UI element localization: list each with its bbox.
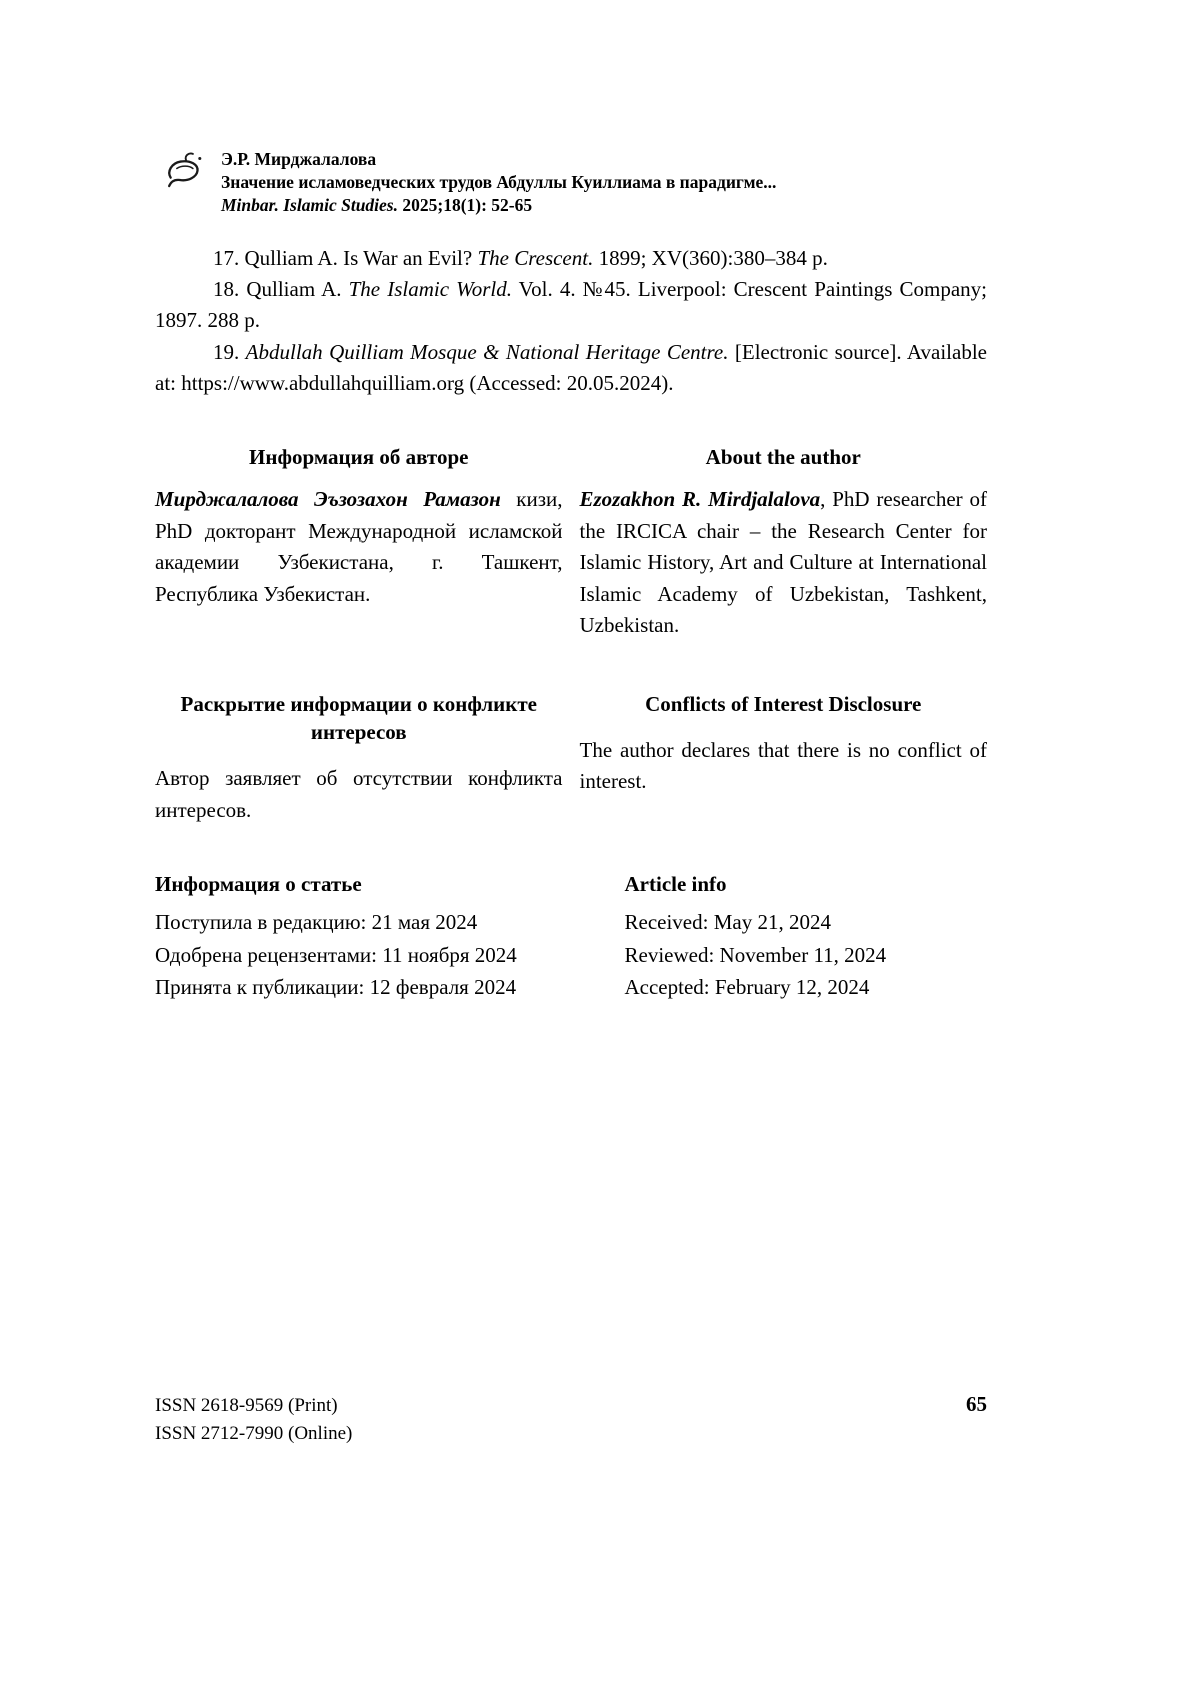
reference-item-18 bbox=[155, 274, 987, 336]
reference-text: Vol. 4. №45. Liverpool: Crescent Paintings Company; 1897. 288 p. bbox=[155, 277, 987, 333]
author-info-ru-column bbox=[155, 443, 563, 642]
conflicts-section bbox=[155, 690, 987, 827]
author-info-ru-text bbox=[155, 484, 563, 610]
reference-source-title: Abdullah Quilliam Mosque & National Heritage Centre. bbox=[245, 339, 729, 364]
conflicts-ru-text: Автор заявляет об отсутствии конфликта интересов. bbox=[155, 766, 563, 822]
reference-text: 17. Qulliam A. Is War an Evil? bbox=[213, 246, 478, 271]
header-journal-name: Minbar. Islamic Studies. bbox=[221, 195, 398, 216]
conflicts-ru-column bbox=[155, 690, 563, 827]
reference-text: 1899; XV(360):380–384 p. bbox=[593, 246, 828, 271]
reference-source-title: The Crescent. bbox=[477, 246, 594, 271]
references-list bbox=[155, 243, 987, 398]
author-affiliation-ru: кизи, PhD докторант Международной исламской академии Узбекистана, г. Ташкент, Республика Узбекистан. bbox=[155, 487, 563, 606]
page-number: 65 bbox=[966, 1392, 987, 1416]
article-info-ru-heading: Информация о статье bbox=[155, 872, 362, 897]
author-info-en-column bbox=[580, 443, 988, 642]
article-info-en-heading: Article info bbox=[624, 872, 727, 897]
issn-print: ISSN 2618-9569 (Print) bbox=[155, 1395, 338, 1416]
reference-item-17 bbox=[155, 243, 987, 274]
article-info-ru-column bbox=[155, 870, 563, 1004]
article-info-reviewed-en: Reviewed: November 11, 2024 bbox=[624, 942, 887, 967]
header-journal-issue: 2025;18(1): 52-65 bbox=[398, 195, 533, 216]
journal-calligraphy-logo-icon bbox=[163, 150, 209, 196]
article-info-en-column bbox=[580, 870, 988, 1004]
reference-text: 19. bbox=[213, 339, 246, 364]
author-info-section bbox=[155, 443, 987, 642]
running-header bbox=[163, 148, 987, 217]
author-name-en: Ezozakhon R. Mirdjalalova bbox=[579, 487, 821, 512]
reference-text: 18. Qulliam A. bbox=[213, 277, 349, 302]
author-info-en-heading: About the author bbox=[705, 444, 861, 469]
header-text bbox=[221, 148, 987, 217]
article-info-accepted-en: Accepted: February 12, 2024 bbox=[624, 975, 870, 1000]
author-info-en-text bbox=[580, 484, 988, 642]
author-info-ru-heading: Информация об авторе bbox=[249, 444, 469, 469]
conflicts-en-column bbox=[580, 690, 988, 827]
conflicts-ru-heading: Раскрытие информации о конфликте интересов bbox=[180, 691, 537, 744]
reference-source-title: The Islamic World. bbox=[348, 277, 512, 302]
issn-block bbox=[155, 1392, 352, 1447]
header-author: Э.Р. Мирджалалова bbox=[221, 149, 377, 169]
issn-online: ISSN 2712-7990 (Online) bbox=[155, 1422, 353, 1444]
conflicts-en-heading: Conflicts of Interest Disclosure bbox=[645, 691, 922, 716]
article-info-received-ru: Поступила в редакцию: 21 мая 2024 bbox=[155, 909, 478, 934]
author-affiliation-en: , PhD researcher of the IRCICA chair – the Research Center for Islamic History, Art and Culture at International Islamic Academy of Uzbekistan, Tashkent, Uzbekistan. bbox=[579, 487, 987, 638]
article-info-section bbox=[155, 870, 987, 1004]
article-info-accepted-ru: Принята к публикации: 12 февраля 2024 bbox=[155, 975, 517, 1000]
author-name-ru: Мирджалалова Эъзозахон Рамазон bbox=[155, 487, 501, 512]
article-info-received-en: Received: May 21, 2024 bbox=[624, 909, 831, 934]
conflicts-en-text: The author declares that there is no conflict of interest. bbox=[579, 737, 987, 794]
header-article-title: Значение исламоведческих трудов Абдуллы Куиллиама в парадигме... bbox=[221, 172, 777, 193]
reference-item-19 bbox=[155, 337, 987, 399]
header-journal-ref bbox=[221, 194, 987, 217]
page-footer bbox=[155, 1392, 987, 1447]
reference-text: [Electronic source]. Available at: https://www.abdullahquilliam.org (Accessed: 20.05.2024). bbox=[155, 339, 987, 395]
article-info-reviewed-ru: Одобрена рецензентами: 11 ноября 2024 bbox=[155, 942, 517, 967]
